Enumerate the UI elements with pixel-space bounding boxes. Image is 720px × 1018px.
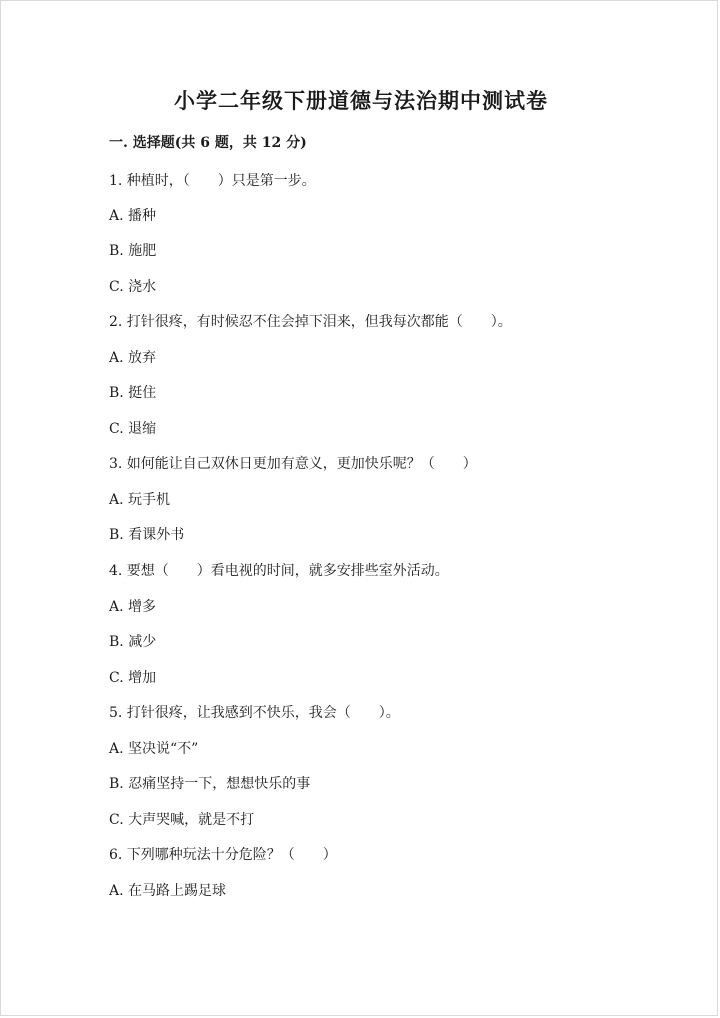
exam-title: 小学二年级下册道德与法治期中测试卷	[174, 88, 548, 113]
option-item: C. 退缩	[109, 421, 157, 437]
option-item: B. 看课外书	[109, 527, 185, 543]
option-item: B. 忍痛坚持一下，想想快乐的事	[109, 776, 311, 792]
option-item: A. 放弃	[109, 350, 157, 366]
option-item: A. 播种	[109, 208, 157, 224]
option-item: C. 大声哭喊，就是不打	[109, 812, 255, 828]
option-item: B. 施肥	[109, 243, 157, 259]
option-item: A. 增多	[109, 599, 157, 615]
question-stem: 3. 如何能让自己双休日更加有意义，更加快乐呢？（ ）	[109, 456, 477, 472]
option-item: C. 增加	[109, 670, 157, 686]
option-item: C. 浇水	[109, 279, 157, 295]
option-item: B. 减少	[109, 634, 157, 650]
option-item: A. 在马路上踢足球	[109, 883, 227, 899]
question-stem: 5. 打针很疼，让我感到不快乐，我会（ ）。	[109, 705, 400, 721]
option-item: A. 坚决说“不”	[109, 741, 199, 757]
question-stem: 6. 下列哪种玩法十分危险？（ ）	[109, 847, 337, 863]
question-stem: 4. 要想（ ）看电视的时间，就多安排些室外活动。	[109, 563, 449, 579]
option-item: B. 挺住	[109, 385, 157, 401]
section-heading: 一. 选择题(共 6 题，共 12 分)	[109, 135, 307, 151]
question-stem: 2. 打针很疼，有时候忍不住会掉下泪来，但我每次都能（ ）。	[109, 314, 512, 330]
question-stem: 1. 种植时，（ ）只是第一步。	[109, 173, 316, 189]
option-item: A. 玩手机	[109, 492, 171, 508]
